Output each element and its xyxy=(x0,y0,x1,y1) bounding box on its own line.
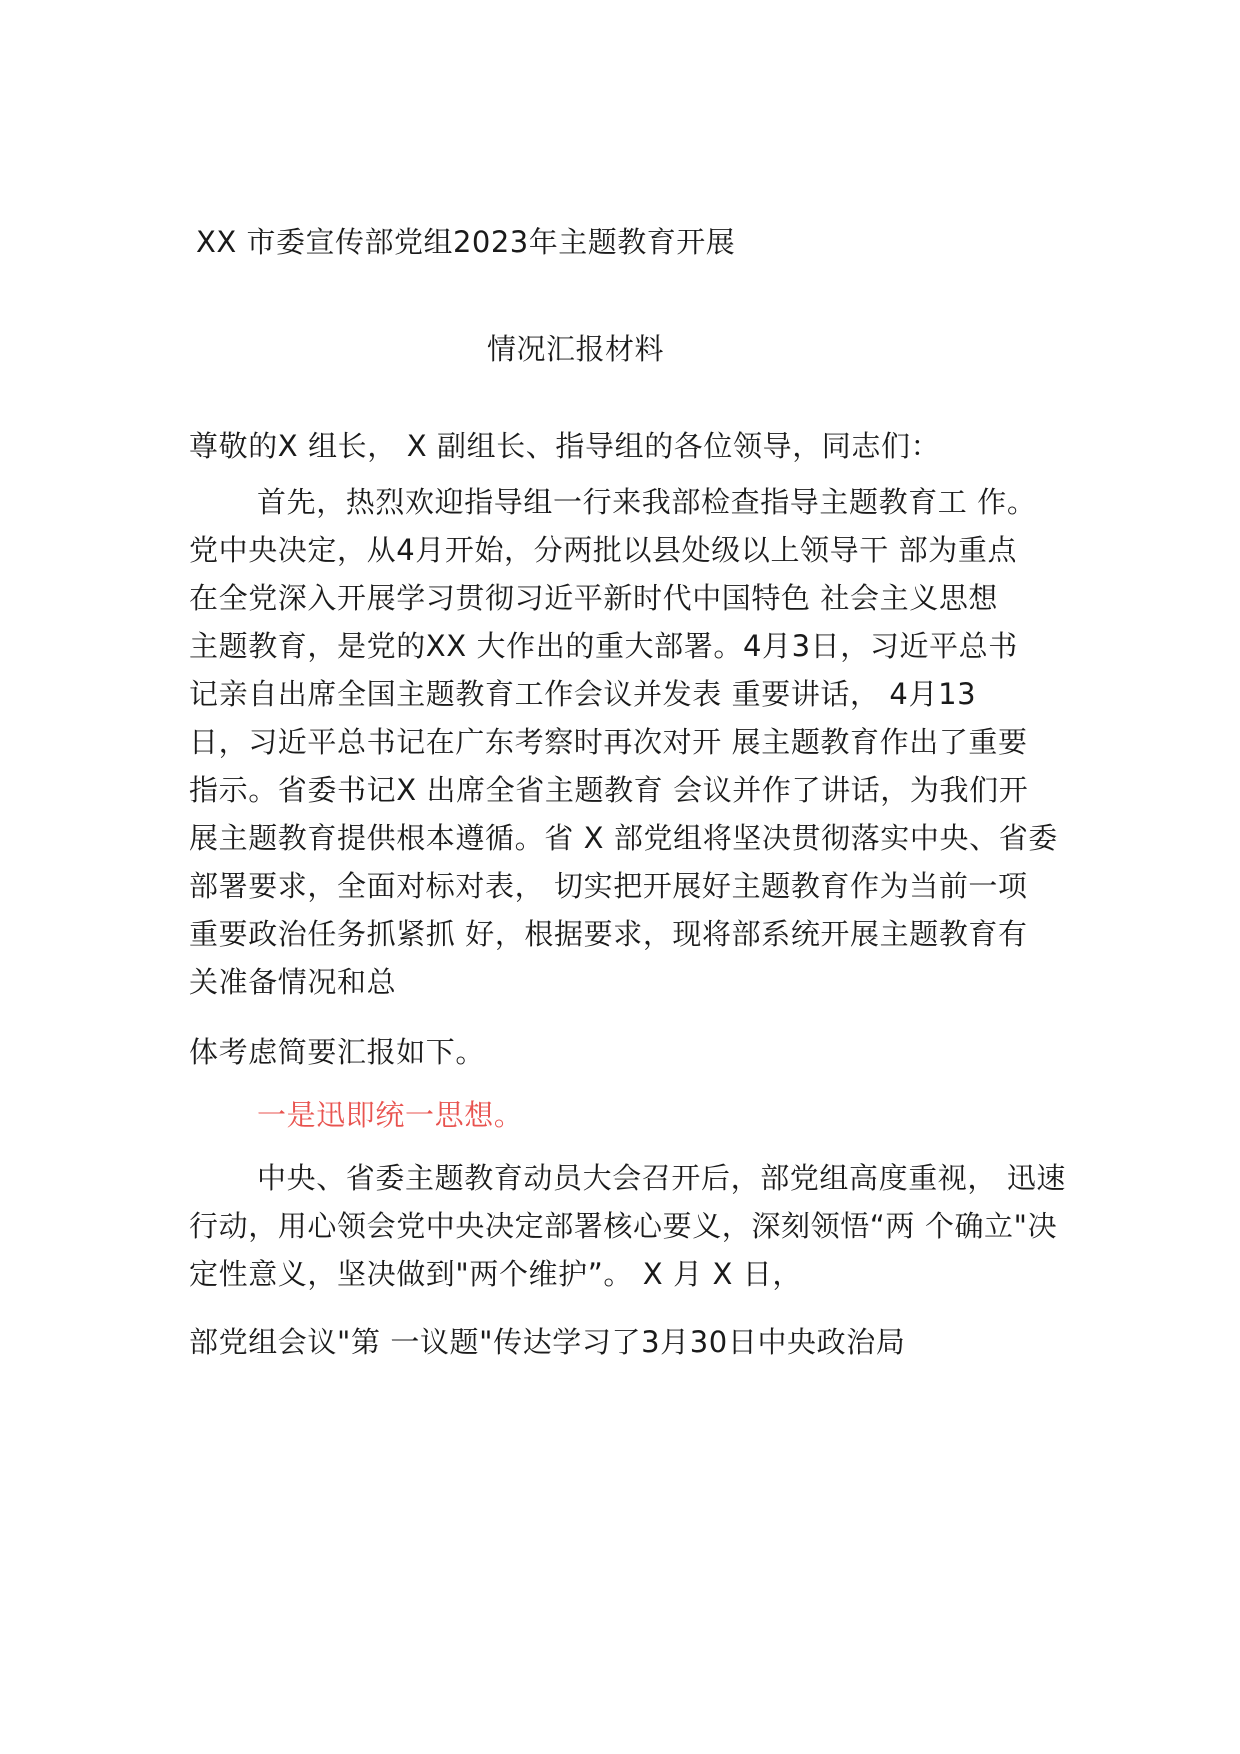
paragraph-line: 记亲自出席全国主题教育工作会议并发表 重要讲话， 4月13 xyxy=(189,677,977,711)
section-heading: 一是迅即统一思想。 xyxy=(257,1098,524,1132)
title-line-1: XX 市委宣传部党组2023年主题教育开展 xyxy=(196,225,736,259)
paragraph-line: 行动，用心领会党中央决定部署核心要义，深刻领悟“两 个确立"决 xyxy=(189,1209,1058,1243)
title-line-2: 情况汇报材料 xyxy=(487,332,665,366)
paragraph-line: 党中央决定，从4月开始，分两批以县处级以上领导干 部为重点 xyxy=(189,533,1018,567)
paragraph-line: 在全党深入开展学习贯彻习近平新时代中国特色 社会主义思想 xyxy=(189,581,999,615)
paragraph-line: 指示。省委书记X 出席全省主题教育 会议并作了讲话，为我们开 xyxy=(189,773,1029,807)
paragraph-tail: 体考虑简要汇报如下。 xyxy=(189,1035,486,1069)
paragraph-line: 中央、省委主题教育动员大会召开后，部党组高度重视， 迅速 xyxy=(257,1161,1067,1195)
paragraph-line: 关准备情况和总 xyxy=(189,965,397,999)
salutation: 尊敬的X 组长， X 副组长、指导组的各位领导，同志们： xyxy=(189,429,941,463)
paragraph-line: 日，习近平总书记在广东考察时再次对开 展主题教育作出了重要 xyxy=(189,725,1028,759)
paragraph-line: 部党组会议"第 一议题"传达学习了3月30日中央政治局 xyxy=(189,1325,906,1359)
paragraph-line: 定性意义，坚决做到"两个维护”。 X 月 X 日， xyxy=(189,1257,802,1291)
paragraph-line: 展主题教育提供根本遵循。省 X 部党组将坚决贯彻落实中央、省委 xyxy=(189,821,1058,855)
paragraph-line: 重要政治任务抓紧抓 好，根据要求，现将部系统开展主题教育有 xyxy=(189,917,1028,951)
paragraph-line: 部署要求，全面对标对表， 切实把开展好主题教育作为当前一项 xyxy=(189,869,1028,903)
paragraph-line: 主题教育，是党的XX 大作出的重大部署。4月3日，习近平总书 xyxy=(189,629,1018,663)
paragraph-line: 首先，热烈欢迎指导组一行来我部检查指导主题教育工 作。 xyxy=(257,485,1037,519)
